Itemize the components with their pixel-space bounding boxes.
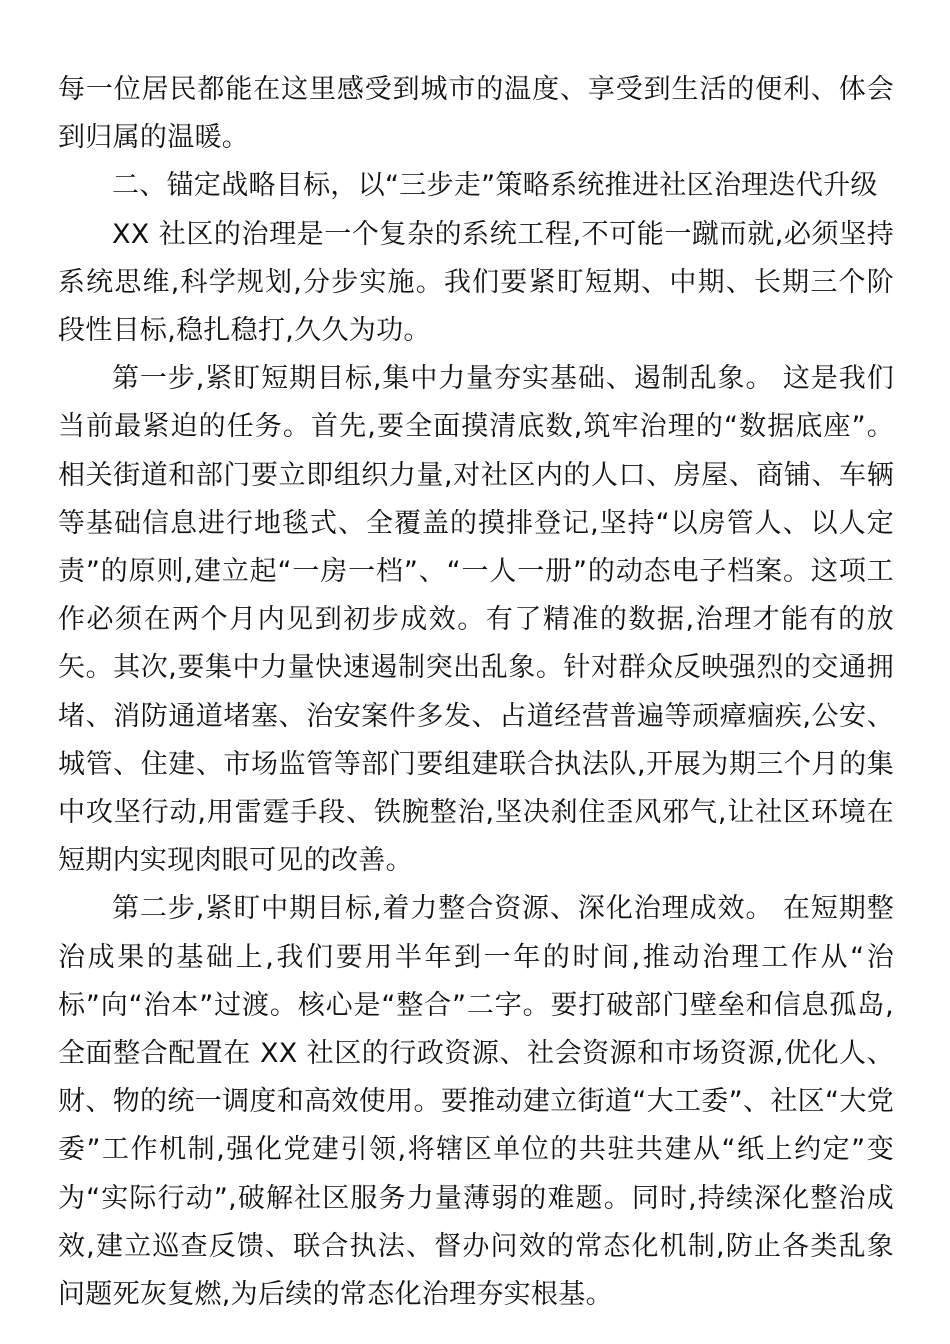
paragraph-intro: XX 社区的治理是一个复杂的系统工程,不可能一蹴而就,必须坚持系统思维,科学规划,分步实施。我们要紧盯短期、中期、长期三个阶段性目标,稳扎稳打,久久为功。 xyxy=(58,218,894,347)
paragraph-step-one: 第一步,紧盯短期目标,集中力量夯实基础、遏制乱象。 这是我们当前最紧迫的任务。首先,要全面摸清底数,筑牢治理的“数据底座”。相关街道和部门要立即组织力量,对社区内的人口、房屋、商铺、车辆等基础信息进行地毯式、全覆盖的摸排登记,坚持“以房管人、以人定责”的原则,建立起“一房一档”、“一人一册”的动态电子档案。这项工作必须在两个月内见到初步成效。有了精准的数据,治理才能有的放矢。其次,要集中力量快速遏制突出乱象。针对群众反映强烈的交通拥堵、消防通道堵塞、治安案件多发、占道经营普遍等顽瘴痼疾,公安、城管、住建、市场监管等部门要组建联合执法队,开展为期三个月的集中攻坚行动,用雷霆手段、铁腕整治,坚决刹住歪风邪气,让社区环境在短期内实现肉眼可见的改善。 xyxy=(58,363,894,877)
section-heading: 二、锚定战略目标，以“三步走”策略系统推进社区治理迭代升级 xyxy=(112,170,878,202)
paragraph-continuation: 每一位居民都能在这里感受到城市的温度、享受到生活的便利、体会到归属的温暖。 xyxy=(58,74,894,154)
paragraph-step-two: 第二步,紧盯中期目标,着力整合资源、深化治理成效。 在短期整治成果的基础上,我们要用半年到一年的时间,推动治理工作从“治标”向“治本”过渡。核心是“整合”二字。要打破部门壁垒和信息孤岛,全面整合配置在 XX 社区的行政资源、社会资源和市场资源,优化人、财、物的统一调度和高效使用。要推动建立街道“大工委”、社区“大党委”工作机制,强化党建引领,将辖区单位的共驻共建从“纸上约定”变为“实际行动”,破解社区服务力量薄弱的难题。同时,持续深化整治成效,建立巡查反馈、联合执法、督办问效的常态化机制,防止各类乱象问题死灰复燃,为后续的常态化治理夯实根基。 xyxy=(58,893,894,1311)
document-body xyxy=(58,66,894,1319)
